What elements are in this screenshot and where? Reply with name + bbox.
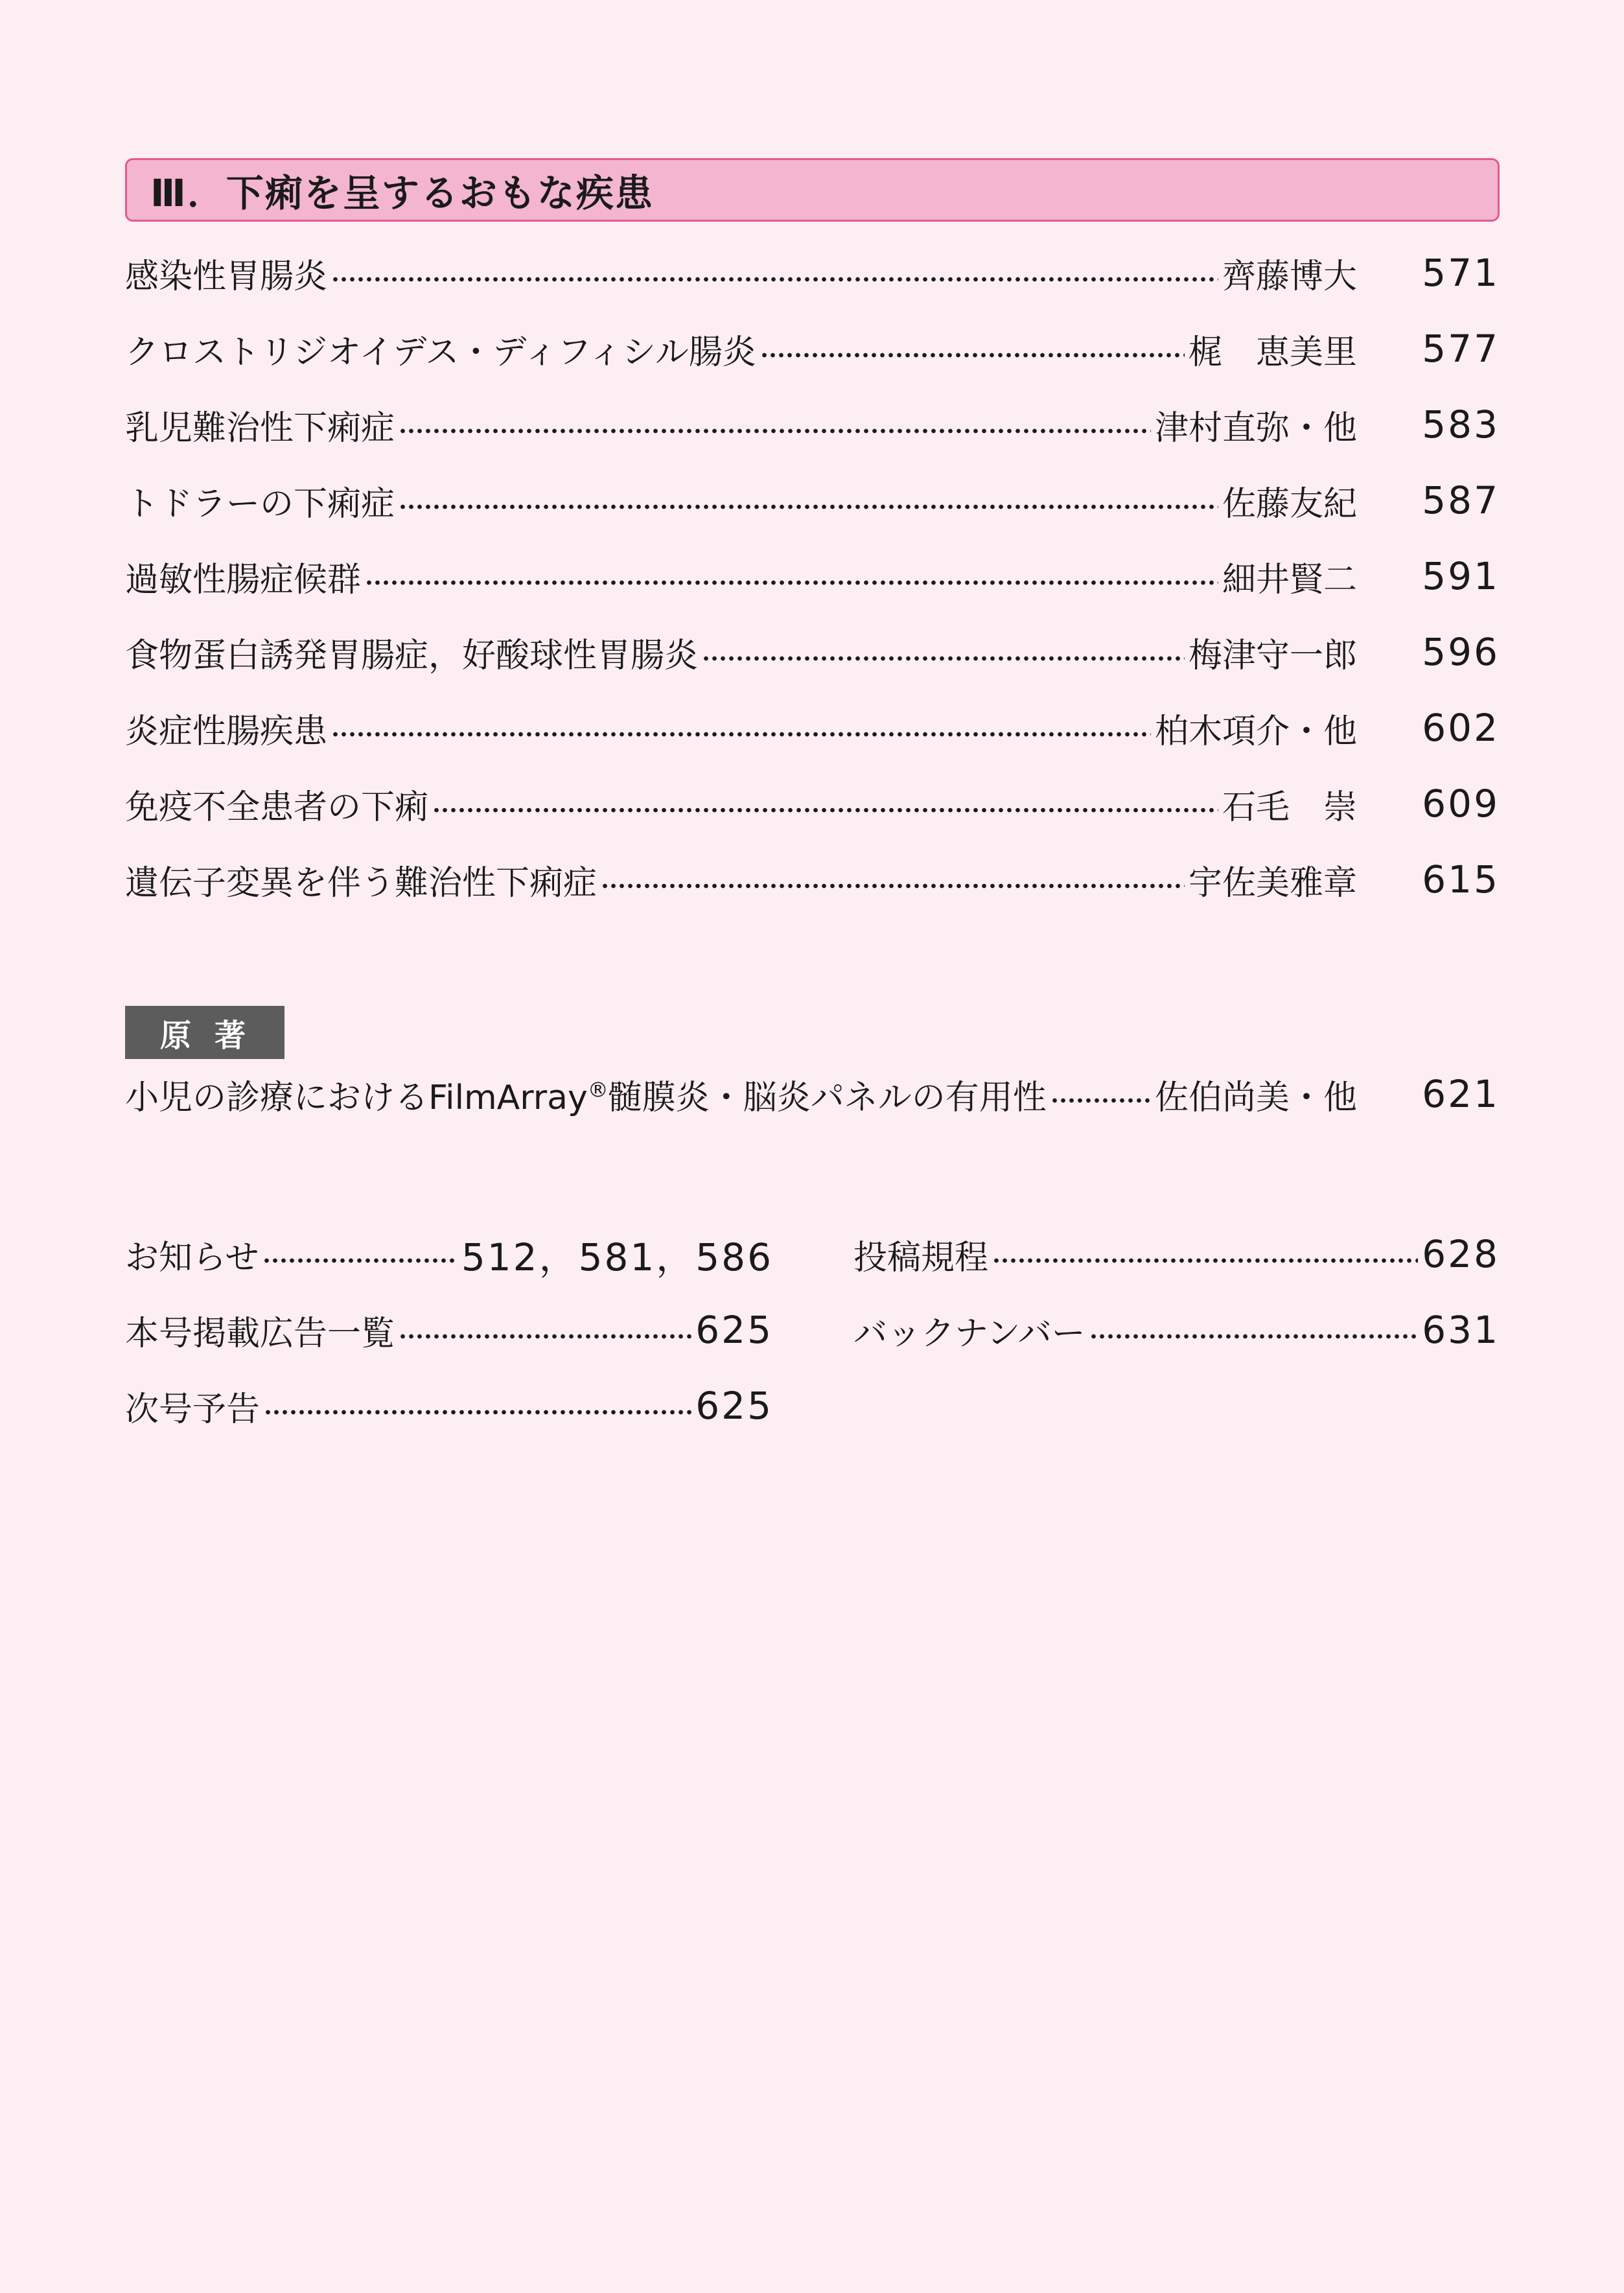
- entry-title: トドラーの下痢症: [125, 484, 395, 524]
- entry-page: 625: [695, 1308, 773, 1352]
- entry-page: 621: [1422, 1072, 1500, 1116]
- registered-mark: ®: [587, 1077, 609, 1102]
- entry-title: 投稿規程: [853, 1238, 989, 1277]
- entry-page: 583: [1422, 402, 1500, 447]
- misc-entry[interactable]: [125, 1228, 773, 1280]
- leader-dots: [399, 504, 1218, 510]
- misc-entry[interactable]: [125, 1304, 773, 1356]
- entry-author: 佐藤友紀: [1222, 484, 1357, 524]
- entry-title: [125, 1070, 1047, 1119]
- leader-dots: [702, 655, 1185, 662]
- leader-dots: [992, 1257, 1418, 1264]
- entry-author: 齊藤博大: [1222, 257, 1357, 296]
- entry-page: 512，581，586: [461, 1235, 773, 1279]
- toc-entry[interactable]: [125, 550, 1500, 602]
- entry-page: 596: [1422, 630, 1500, 674]
- entry-title: 過敏性腸症候群: [125, 560, 362, 599]
- entry-page: 615: [1422, 857, 1500, 902]
- entry-title: お知らせ: [125, 1238, 259, 1277]
- entry-page: 602: [1422, 706, 1500, 750]
- toc-entry[interactable]: [125, 702, 1500, 754]
- leader-dots: [264, 1409, 691, 1415]
- toc-entry-original[interactable]: [125, 1068, 1500, 1120]
- leader-dots: [1050, 1097, 1151, 1104]
- toc-entry[interactable]: [125, 474, 1500, 526]
- entry-author: 梅津守一郎: [1188, 636, 1357, 675]
- toc-entry[interactable]: [125, 323, 1500, 375]
- leader-dots: [399, 1333, 691, 1340]
- misc-entry[interactable]: [853, 1304, 1500, 1356]
- leader-dots: [760, 352, 1185, 358]
- entry-title: 炎症性腸疾患: [125, 712, 328, 751]
- leader-dots: [365, 579, 1218, 586]
- entry-page: 577: [1422, 327, 1500, 371]
- entry-author: 石毛 崇: [1222, 787, 1357, 827]
- section-title: Ⅲ．下痢を呈するおもな疾患: [150, 171, 654, 215]
- entry-title: クロストリジオイデス・ディフィシル腸炎: [125, 332, 756, 372]
- toc-entry[interactable]: [125, 247, 1500, 299]
- entry-author: 細井賢二: [1222, 560, 1357, 599]
- entry-author: 柏木項介・他: [1154, 712, 1357, 751]
- leader-dots: [399, 428, 1151, 434]
- entry-title: 遺伝子変異を伴う難治性下痢症: [125, 863, 597, 903]
- entry-author: 宇佐美雅章: [1188, 863, 1357, 903]
- entry-page: 591: [1422, 554, 1500, 598]
- original-article-label: 原著: [125, 1006, 284, 1059]
- toc-entry[interactable]: [125, 854, 1500, 905]
- entry-page: 609: [1422, 782, 1500, 826]
- entry-title-part: 髄膜炎・脳炎パネルの有用性: [608, 1078, 1047, 1117]
- entry-page: 571: [1422, 251, 1500, 295]
- entry-title: 乳児難治性下痢症: [125, 408, 395, 448]
- leader-dots: [432, 807, 1218, 813]
- toc-entry[interactable]: [125, 626, 1500, 678]
- toc-entry[interactable]: [125, 778, 1500, 830]
- leader-dots: [262, 1257, 457, 1264]
- entry-author: 佐伯尚美・他: [1154, 1078, 1357, 1117]
- entry-page: 625: [695, 1384, 773, 1428]
- entry-title: 本号掲載広告一覧: [125, 1314, 395, 1353]
- section-header: [125, 158, 1500, 222]
- entry-page: 631: [1422, 1308, 1500, 1352]
- entry-title: 次号予告: [125, 1390, 261, 1429]
- entry-page: 587: [1422, 478, 1500, 522]
- entry-title-part: 小児の診療におけるFilmArray: [125, 1078, 588, 1117]
- entry-page: 628: [1422, 1232, 1500, 1276]
- leader-dots: [331, 731, 1151, 738]
- entry-author: 津村直弥・他: [1154, 408, 1357, 448]
- leader-dots: [1089, 1333, 1419, 1340]
- misc-entry[interactable]: [125, 1380, 773, 1432]
- entry-author: 梶 恵美里: [1188, 332, 1357, 372]
- misc-entry[interactable]: [853, 1228, 1500, 1280]
- entry-title: 免疫不全患者の下痢: [125, 787, 429, 827]
- entry-title: バックナンバー: [853, 1314, 1085, 1353]
- toc-entry[interactable]: [125, 399, 1500, 450]
- leader-dots: [331, 276, 1218, 283]
- leader-dots: [601, 883, 1185, 889]
- entry-title: 感染性胃腸炎: [125, 257, 328, 296]
- entry-title: 食物蛋白誘発胃腸症，好酸球性胃腸炎: [125, 636, 699, 675]
